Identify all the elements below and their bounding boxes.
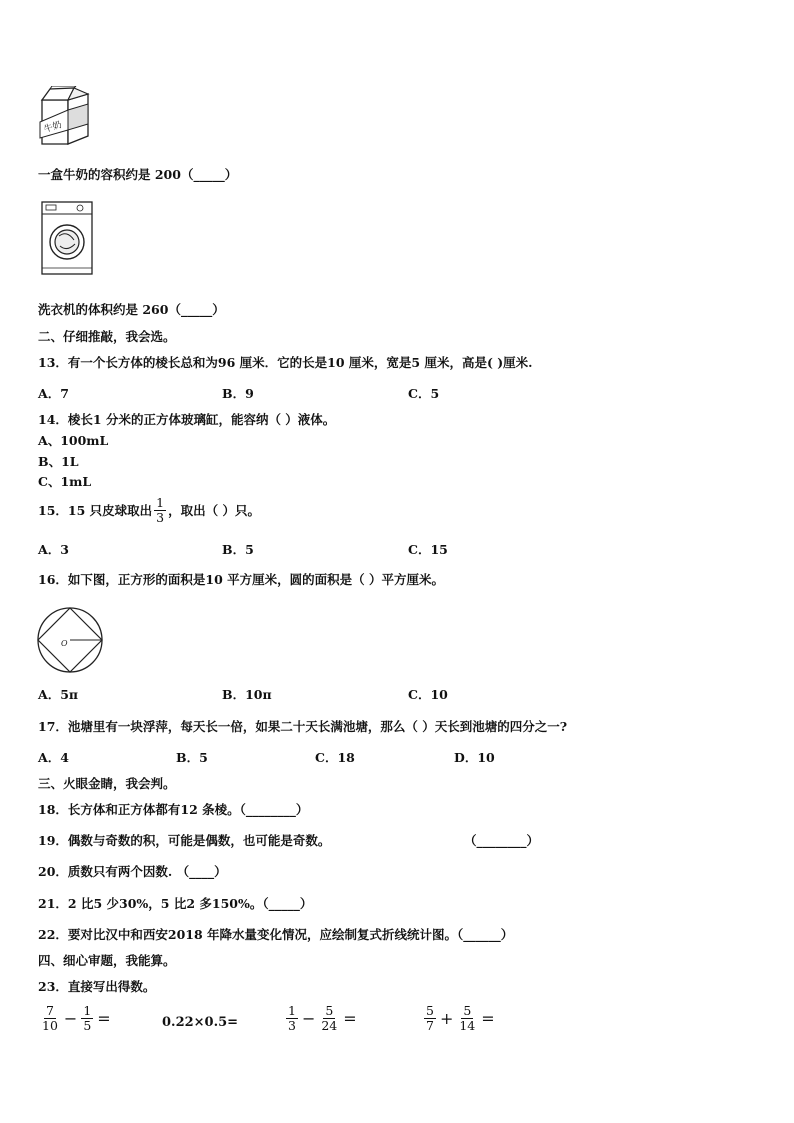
q16-option-c: C．10 xyxy=(408,687,448,702)
section-4-heading: 四、细心审题，我能算。 xyxy=(38,953,176,968)
circle-center-label: O xyxy=(61,639,68,648)
section-2-heading: 二、仔细推敲，我会选。 xyxy=(38,329,176,344)
q15-fraction xyxy=(154,496,166,525)
q16-option-a: A．5π xyxy=(38,687,79,702)
calc4-op: + xyxy=(439,1009,454,1028)
washing-machine-image xyxy=(40,200,96,278)
question-17: 17．池塘里有一块浮萍，每天长一倍，如果二十天长满池塘，那么（ ）天长到池塘的四分之一? xyxy=(38,719,568,734)
question-21: 21．2 比5 少30%，5 比2 多150%。（_____） xyxy=(38,896,313,911)
calc-3 xyxy=(284,1004,357,1033)
calc-2: 0.22×0.5= xyxy=(162,1015,239,1030)
circle-square-diagram xyxy=(36,606,104,674)
calc1-a-num: 7 xyxy=(45,1003,54,1018)
q13-option-b: B．9 xyxy=(222,386,254,401)
calc3-b-num: 5 xyxy=(325,1003,334,1018)
calc4-a-den: 7 xyxy=(426,1018,434,1033)
question-18: 18．长方体和正方体都有12 条棱。（________） xyxy=(38,802,309,817)
calc1-eq: = xyxy=(97,1009,111,1028)
section-3-heading: 三、火眼金睛，我会判。 xyxy=(38,776,176,791)
question-16: 16．如下图，正方形的面积是10 平方厘米，圆的面积是（ ）平方厘米。 xyxy=(38,572,444,587)
q15-option-a: A．3 xyxy=(38,542,69,557)
calc3-a-den: 3 xyxy=(288,1018,296,1033)
question-20: 20．质数只有两个因数. （____） xyxy=(38,864,227,879)
question-22: 22．要对比汉中和西安2018 年降水量变化情况，应绘制复式折线统计图。（______） xyxy=(38,927,514,942)
q14-option-b: B、1L xyxy=(38,454,79,469)
q16-option-b: B．10π xyxy=(222,687,272,702)
question-14: 14．棱长1 分米的正方体玻璃缸，能容纳（ ）液体。 xyxy=(38,412,336,427)
calc4-b-den: 14 xyxy=(459,1018,476,1033)
q17-option-c: C．18 xyxy=(315,750,355,765)
calc4-b-num: 5 xyxy=(463,1003,472,1018)
q15-frac-den: 3 xyxy=(156,510,165,525)
calc3-b-den: 24 xyxy=(321,1018,338,1033)
question-19: 19．偶数与奇数的积，可能是偶数，也可能是奇数。 xyxy=(38,833,331,848)
milk-carton-label: 牛奶 xyxy=(42,120,64,136)
q17-option-d: D．10 xyxy=(454,750,495,765)
milk-carton-image xyxy=(38,86,94,146)
q15-option-c: C．15 xyxy=(408,542,448,557)
question-15 xyxy=(38,496,260,525)
calc4-a-num: 5 xyxy=(426,1003,434,1018)
q13-option-c: C．5 xyxy=(408,386,440,401)
calc1-b-num: 1 xyxy=(83,1003,92,1018)
q13-option-a: A．7 xyxy=(38,386,69,401)
q17-option-a: A．4 xyxy=(38,750,69,765)
q19-answer-blank: （________） xyxy=(464,833,540,848)
calc-4 xyxy=(422,1004,495,1033)
q15-text-before: 15．15 只皮球取出 xyxy=(38,502,153,518)
calc4-eq: = xyxy=(481,1009,495,1028)
q14-option-c: C、1mL xyxy=(38,474,92,489)
q15-text-after: ，取出（ ）只。 xyxy=(168,502,260,518)
calc1-b-den: 5 xyxy=(83,1018,92,1033)
question-13: 13．有一个长方体的棱长总和为96 厘米．它的长是10 厘米，宽是5 厘米，高是( )厘米. xyxy=(38,355,533,370)
q14-option-a: A、100mL xyxy=(38,433,109,448)
calc3-eq: = xyxy=(343,1009,357,1028)
calc3-op: − xyxy=(301,1009,316,1028)
q15-option-b: B．5 xyxy=(222,542,254,557)
calc1-op: − xyxy=(63,1009,78,1028)
question-23: 23．直接写出得数。 xyxy=(38,979,156,994)
calc3-a-num: 1 xyxy=(288,1003,296,1018)
calc1-a-den: 10 xyxy=(42,1018,58,1033)
milk-volume-line: 一盒牛奶的容积约是 200（_____） xyxy=(38,167,238,182)
q15-frac-num: 1 xyxy=(156,495,165,510)
q17-option-b: B．5 xyxy=(176,750,208,765)
washer-volume-line: 洗衣机的体积约是 260（_____） xyxy=(38,302,225,317)
calc-1 xyxy=(38,1004,111,1033)
